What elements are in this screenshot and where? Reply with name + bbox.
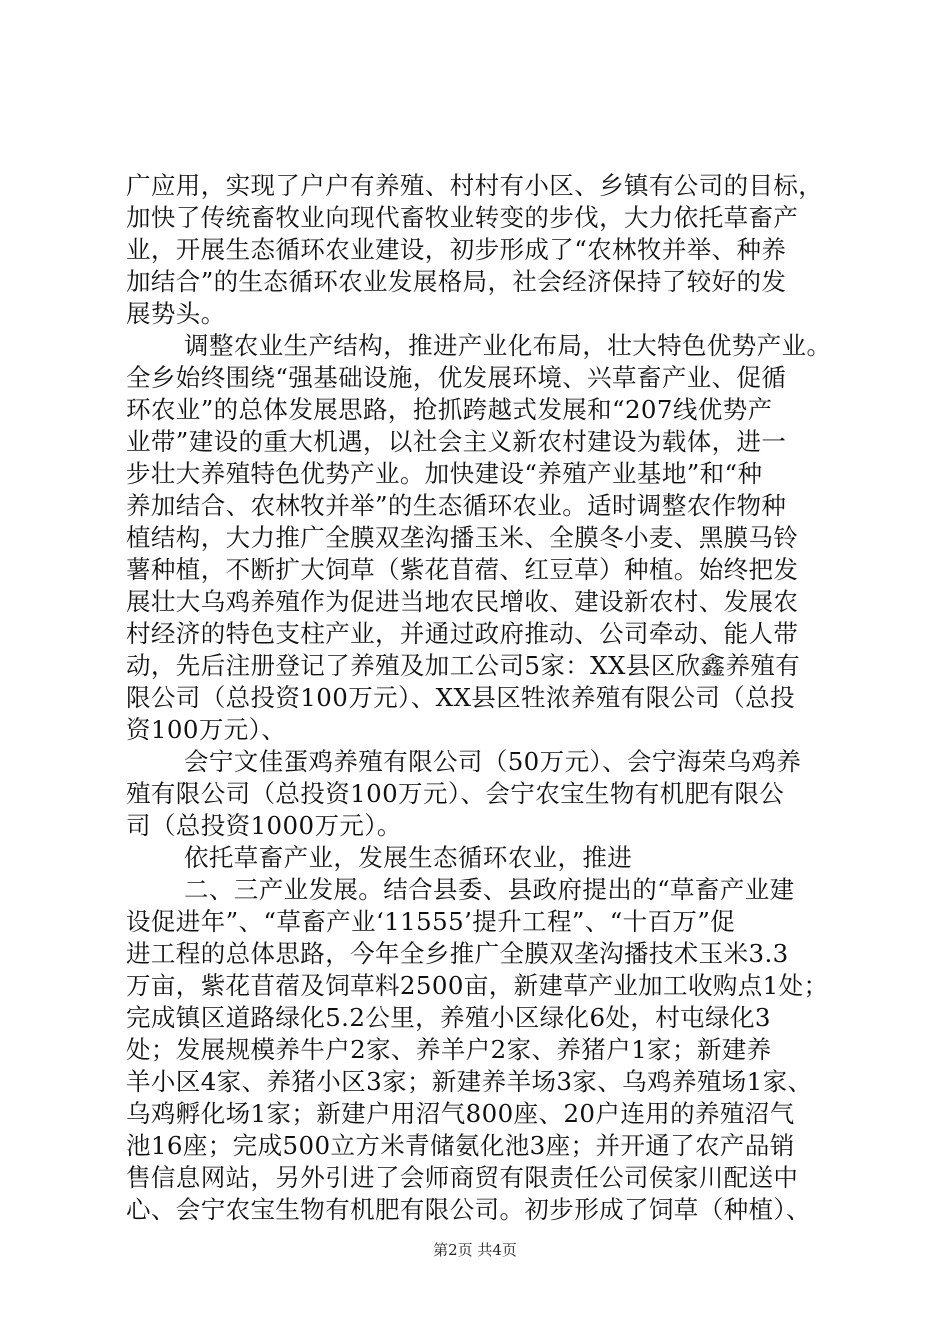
text-line: 薯种植，不断扩大饲草（紫花苜蓿、红豆草）种植。始终把发	[126, 555, 799, 584]
body-text	[126, 170, 861, 1226]
text-line: 全乡始终围绕“强基础设施，优发展环境、兴草畜产业、促循	[126, 363, 787, 392]
text-line: 调整农业生产结构，推进产业化布局，壮大特色优势产业。	[184, 331, 832, 360]
text-line: 展势头。	[126, 299, 226, 328]
text-line: 步壮大养殖特色优势产业。加快建设“养殖产业基地”和“种	[126, 459, 763, 488]
page-footer: 第2页 共4页	[433, 1241, 517, 1259]
text-line: 限公司（总投资100万元）、XX县区牲浓养殖有限公司（总投	[126, 683, 795, 712]
text-line: 广应用，实现了户户有养殖、村村有小区、乡镇有公司的目标，	[126, 171, 824, 200]
text-line: 植结构，大力推广全膜双垄沟播玉米、全膜冬小麦、黑膜马铃	[126, 523, 799, 552]
text-line: 依托草畜产业，发展生态循环农业，推进	[184, 843, 633, 872]
text-line: 设促进年”、“草畜产业‘11555’提升工程”、“十百万”促	[126, 907, 736, 936]
text-line: 殖有限公司（总投资100万元）、会宁农宝生物有机肥有限公	[126, 779, 785, 808]
text-line: 池16座；完成500立方米青储氨化池3座；并开通了农产品销	[126, 1131, 795, 1160]
text-line: 心、会宁农宝生物有机肥有限公司。初步形成了饲草（种植）、	[126, 1195, 811, 1224]
text-line: 进工程的总体思路，今年全乡推广全膜双垄沟播技术玉米3.3	[126, 939, 789, 968]
text-line: 会宁文佳蛋鸡养殖有限公司（50万元）、会宁海荣乌鸡养	[184, 747, 802, 776]
text-line: 万亩，紫花苜蓿及饲草料2500亩，新建草产业加工收购点1处；	[126, 971, 829, 1000]
text-line: 售信息网站，另外引进了会师商贸有限责任公司侯家川配送中	[126, 1163, 799, 1192]
text-line: 处；发展规模养牛户2家、养羊户2家、养猪户1家；新建养	[126, 1035, 772, 1064]
text-line: 养加结合、农林牧并举”的生态循环农业。适时调整农作物种	[126, 491, 787, 520]
text-line: 环农业”的总体发展思路，抢抓跨越式发展和“207线优势产	[126, 395, 773, 424]
text-line: 动，先后注册登记了养殖及加工公司5家：XX县区欣鑫养殖有	[126, 651, 801, 680]
text-line: 加快了传统畜牧业向现代畜牧业转变的步伐，大力依托草畜产	[126, 203, 799, 232]
text-line: 业带”建设的重大机遇，以社会主义新农村建设为载体，进一	[126, 427, 787, 456]
text-line: 业，开展生态循环农业建设，初步形成了“农林牧并举、种养	[126, 235, 787, 264]
text-line: 完成镇区道路绿化5.2公里，养殖小区绿化6处，村屯绿化3	[126, 1003, 771, 1032]
text-line: 村经济的特色支柱产业，并通过政府推动、公司牵动、能人带	[126, 619, 799, 648]
text-line: 二、三产业发展。结合县委、县政府提出的“草畜产业建	[184, 875, 795, 904]
text-line: 展壮大乌鸡养殖作为促进当地农民增收、建设新农村、发展农	[126, 587, 799, 616]
text-line: 羊小区4家、养猪小区3家；新建养羊场3家、乌鸡养殖场1家、	[126, 1067, 813, 1096]
text-line: 乌鸡孵化场1家；新建户用沼气800座、20户连用的养殖沼气	[126, 1099, 795, 1128]
text-line: 资100万元）、	[126, 715, 287, 744]
text-line: 司（总投资1000万元）。	[126, 811, 402, 840]
text-line: 加结合”的生态循环农业发展格局，社会经济保持了较好的发	[126, 267, 787, 296]
